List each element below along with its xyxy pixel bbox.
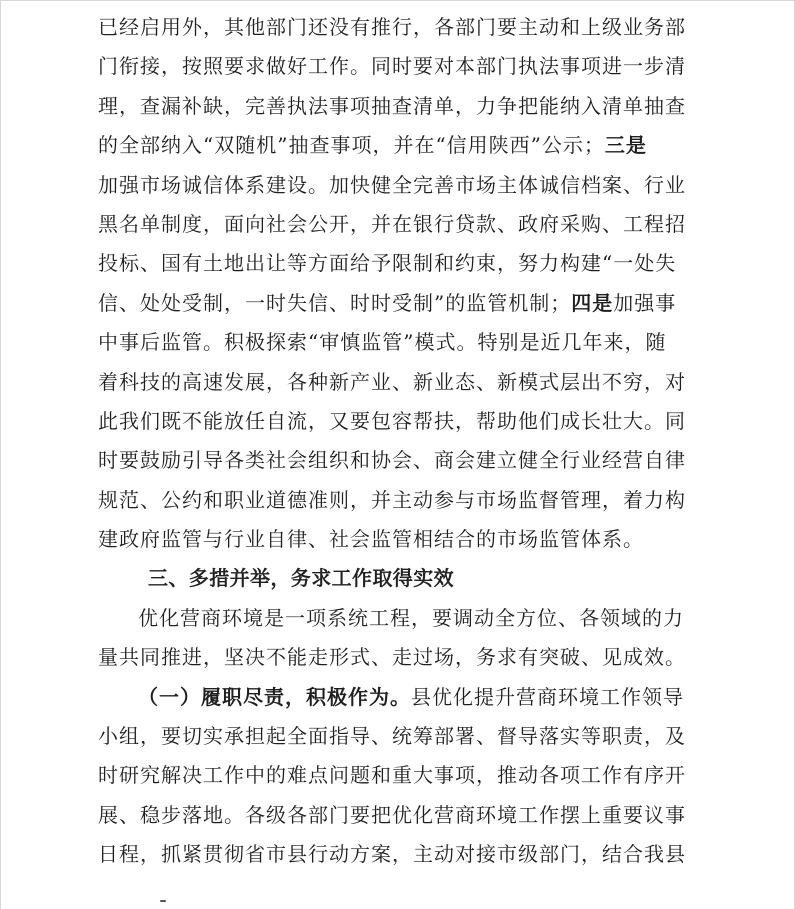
enumeration-marker-three: 三是 [604, 133, 647, 158]
text-segment: 加强事 [613, 290, 677, 315]
text-line: 此我们既不能放任自流，又要包容帮扶，帮助他们成长壮大。同 [98, 408, 686, 433]
section-heading: 三、多措并举，务求工作取得实效 [148, 566, 454, 591]
subsection-heading: （一）履职尽责，积极作为。 [138, 684, 411, 709]
page-border-left [0, 0, 1, 909]
text-line: 投标、国有土地出让等方面给予限制和约束，努力构建“一处失 [98, 251, 677, 276]
text-line [98, 284, 698, 323]
text-line: 加强市场诚信体系建设。加快健全完善市场主体诚信档案、行业 [98, 172, 686, 197]
text-segment: 信、处处受制，一时失信、时时受制”的监管机制； [98, 290, 572, 315]
text-line: 门衔接，按照要求做好工作。同时要对本部门执法事项进一步清 [98, 54, 686, 79]
text-line: 理，查漏补缺，完善执法事项抽查清单，力争把能纳入清单抽查 [98, 93, 686, 118]
scan-artifact [160, 900, 166, 902]
enumeration-marker-four: 四是 [571, 290, 614, 315]
text-line: 着科技的高速发展，各种新产业、新业态、新模式层出不穷，对 [98, 369, 686, 394]
document-body [98, 8, 698, 875]
text-line: 量共同推进，坚决不能走形式、走过场，务求有突破、见成效。 [98, 645, 686, 670]
text-line: 展、稳步落地。各级各部门要把优化营商环境工作摆上重要议事 [98, 802, 686, 827]
text-line: 规范、公约和职业道德准则，并主动参与市场监督管理，着力构 [98, 487, 686, 512]
page-border-top [0, 0, 795, 1]
text-line: 时研究解决工作中的难点问题和重大事项，推动各项工作有序开 [98, 763, 686, 788]
text-line: 建政府监管与行业自律、社会监管相结合的市场监管体系。 [98, 527, 644, 552]
text-segment: 县优化提升营商环境工作领导 [411, 684, 684, 709]
text-line: 已经启用外，其他部门还没有推行，各部门要主动和上级业务部 [98, 15, 686, 39]
text-line: 日程，抓紧贯彻省市县行动方案，主动对接市级部门，结合我县 [98, 842, 686, 867]
text-segment: 的全部纳入“双随机”抽查事项，并在“信用陕西”公示； [98, 133, 605, 158]
text-line [98, 678, 698, 717]
text-line [98, 126, 698, 165]
text-line: 黑名单制度，面向社会公开，并在银行贷款、政府采购、工程招 [98, 211, 686, 236]
text-line: 时要鼓励引导各类社会组织和协会、商会建立健全行业经营自律 [98, 448, 686, 473]
text-line: 中事后监管。积极探索“审慎监管”模式。特别是近几年来，随 [98, 330, 667, 355]
text-line: 优化营商环境是一项系统工程，要调动全方位、各领域的力 [138, 605, 684, 630]
text-line: 小组，要切实承担起全面指导、统筹部署、督导落实等职责，及 [98, 724, 686, 749]
